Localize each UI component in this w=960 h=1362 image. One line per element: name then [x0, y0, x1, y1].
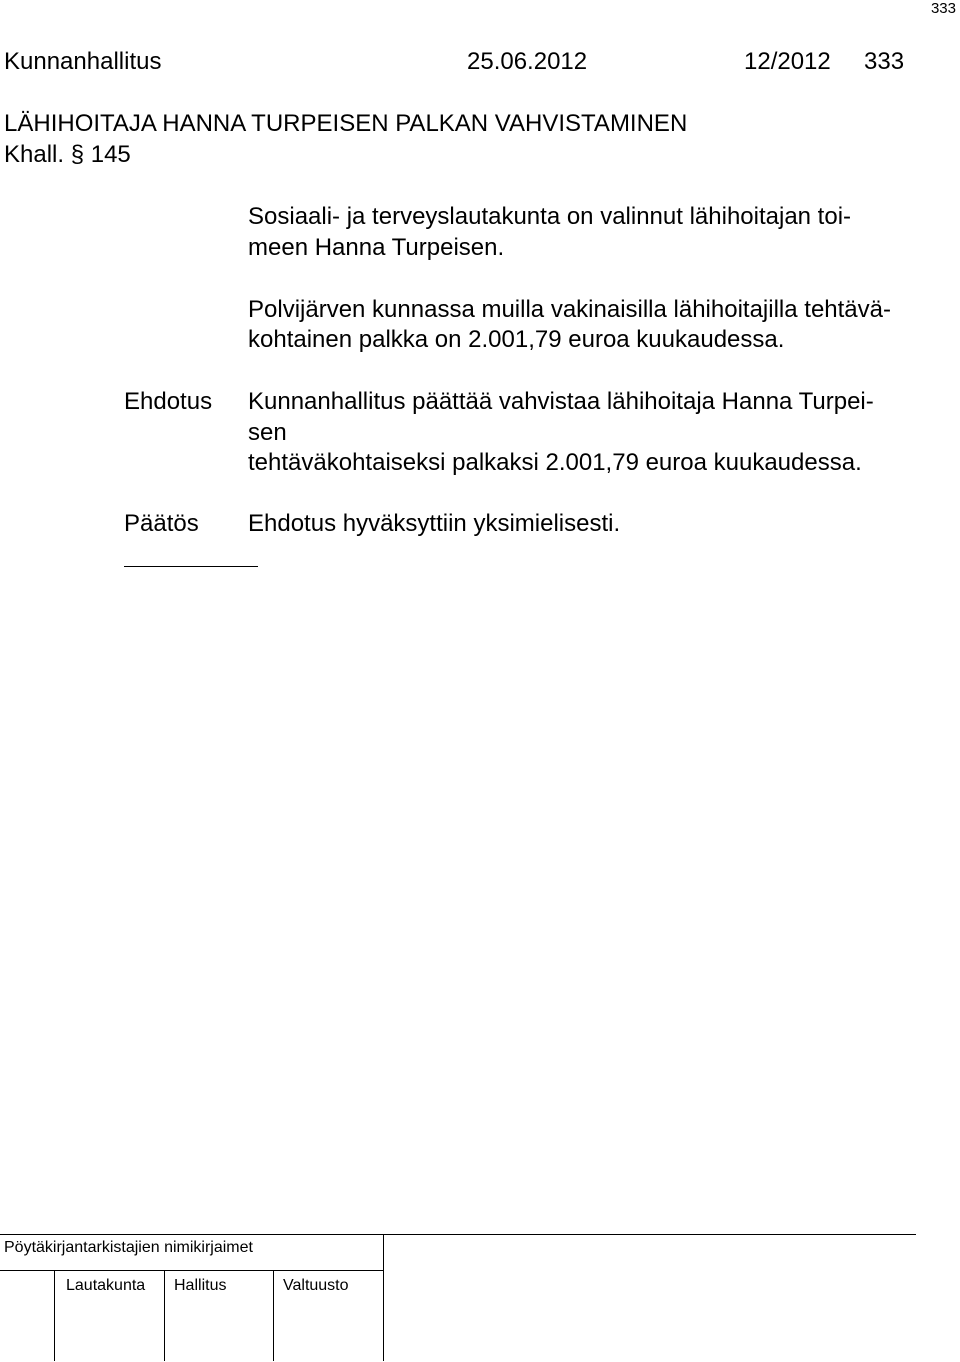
decision-text: Ehdotus hyväksyttiin yksimielisesti. — [248, 510, 621, 537]
footer-col-divider-2 — [164, 1270, 165, 1361]
proposal-label: Ehdotus — [124, 388, 213, 415]
paragraph-2-line-2: kohtainen palkka on 2.001,79 euroa kuukaudessa. — [248, 326, 785, 353]
decision-underline — [124, 566, 258, 567]
paragraph-2-line-1: Polvijärven kunnassa muilla vakinaisilla lähihoitajilla tehtävä- — [248, 296, 891, 323]
section-reference: Khall. § 145 — [4, 141, 131, 168]
header-board: Kunnanhallitus — [4, 48, 162, 75]
paragraph-1-line-2: meen Hanna Turpeisen. — [248, 234, 505, 261]
footer-col-hallitus: Hallitus — [174, 1277, 227, 1294]
header-date: 25.06.2012 — [467, 48, 588, 75]
header-meeting: 12/2012 — [744, 48, 831, 75]
decision-label: Päätös — [124, 510, 199, 537]
footer-right-divider — [383, 1234, 384, 1361]
header-page: 333 — [864, 48, 905, 75]
proposal-line-3: tehtäväkohtaiseksi palkaksi 2.001,79 euroa kuukaudessa. — [248, 449, 862, 476]
footer-col-divider-3 — [273, 1270, 274, 1361]
footer-col-valtuusto: Valtuusto — [283, 1277, 349, 1294]
page-number-top: 333 — [930, 0, 956, 17]
signatures-label: Pöytäkirjantarkistajien nimikirjaimet — [4, 1239, 253, 1256]
paragraph-1-line-1: Sosiaali- ja terveyslautakunta on valinnut lähihoitajan toi- — [248, 203, 852, 230]
footer-middle-rule — [0, 1270, 384, 1271]
footer-top-rule — [0, 1234, 916, 1235]
document-title: LÄHIHOITAJA HANNA TURPEISEN PALKAN VAHVISTAMINEN — [4, 110, 688, 137]
footer-col-lautakunta: Lautakunta — [66, 1277, 146, 1294]
proposal-line-2: sen — [248, 419, 287, 446]
proposal-line-1: Kunnanhallitus päättää vahvistaa lähihoitaja Hanna Turpei- — [248, 388, 874, 415]
footer-col-divider-1 — [54, 1270, 55, 1361]
